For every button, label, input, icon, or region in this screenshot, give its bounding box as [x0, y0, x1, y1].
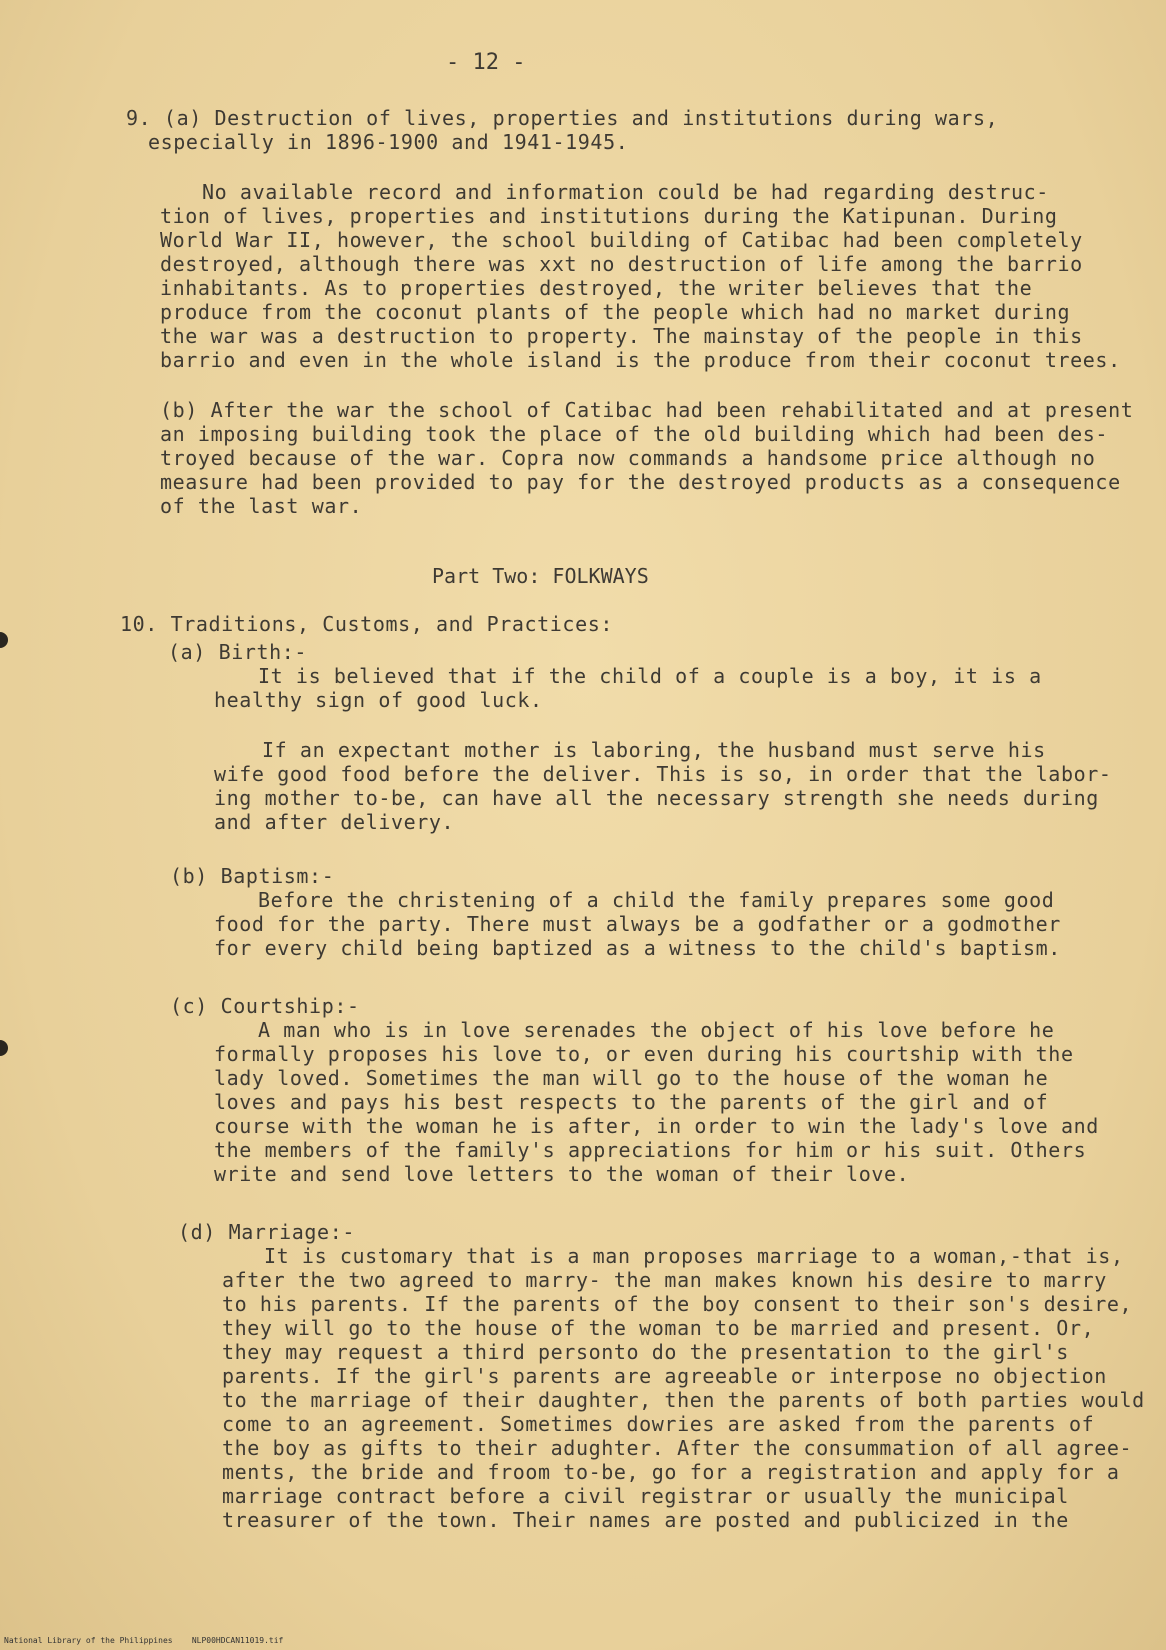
paragraph-line: they will go to the house of the woman to be married and present. Or,: [222, 1316, 1095, 1340]
subheading-baptism: (b) Baptism:-: [170, 864, 335, 888]
subheading-marriage: (d) Marriage:-: [178, 1220, 355, 1244]
paragraph-line: of the last war.: [160, 494, 363, 518]
paragraph-line: It is customary that is a man proposes marriage to a woman,-that is,: [264, 1244, 1124, 1268]
paragraph-line: marriage contract before a civil registrar or usually the municipal: [222, 1484, 1069, 1508]
paragraph-line: measure had been provided to pay for the destroyed products as a consequence: [160, 470, 1121, 494]
item-9a-title: 9. (a) Destruction of lives, properties and institutions during wars,: [126, 106, 999, 130]
punch-hole-mark: [0, 1040, 8, 1056]
paragraph-line: parents. If the girl's parents are agreeable or interpose no objection: [222, 1364, 1107, 1388]
paragraph-line: lady loved. Sometimes the man will go to the house of the woman he: [214, 1066, 1049, 1090]
paragraph-line: No available record and information could be had regarding destruc-: [202, 180, 1049, 204]
paragraph-line: wife good food before the deliver. This is so, in order that the labor-: [214, 762, 1112, 786]
item-10-title: 10. Traditions, Customs, and Practices:: [120, 612, 613, 636]
paragraph-line: produce from the coconut plants of the people which had no market during: [160, 300, 1071, 324]
page-number: - 12 -: [446, 50, 526, 75]
paragraph-line: Before the christening of a child the family prepares some good: [258, 888, 1055, 912]
paragraph-line: formally proposes his love to, or even during his courtship with the: [214, 1042, 1074, 1066]
paragraph-line: loves and pays his best respects to the parents of the girl and of: [214, 1090, 1049, 1114]
paragraph-line: destroyed, although there was xxt no destruction of life among the barrio: [160, 252, 1083, 276]
paragraph-line: ing mother to-be, can have all the necessary strength she needs during: [214, 786, 1099, 810]
item-9b-line: (b) After the war the school of Catibac had been rehabilitated and at present: [160, 398, 1134, 422]
paragraph-line: If an expectant mother is laboring, the husband must serve his: [262, 738, 1046, 762]
subheading-birth: (a) Birth:-: [168, 640, 308, 664]
paragraph-line: and after delivery.: [214, 810, 455, 834]
punch-hole-mark: [0, 632, 8, 648]
paragraph-line: to his parents. If the parents of the boy consent to their son's desire,: [222, 1292, 1133, 1316]
paragraph-line: inhabitants. As to properties destroyed, the writer believes that the: [160, 276, 1033, 300]
paragraph-line: course with the woman he is after, in order to win the lady's love and: [214, 1114, 1099, 1138]
paragraph-line: for every child being baptized as a witness to the child's baptism.: [214, 936, 1061, 960]
subheading-courtship: (c) Courtship:-: [170, 994, 360, 1018]
paragraph-line: the boy as gifts to their adughter. After the consummation of all agree-: [222, 1436, 1133, 1460]
paragraph-line: troyed because of the war. Copra now commands a handsome price although no: [160, 446, 1096, 470]
paragraph-line: food for the party. There must always be a godfather or a godmother: [214, 912, 1061, 936]
paragraph-line: tion of lives, properties and institutions during the Katipunan. During: [160, 204, 1058, 228]
paragraph-line: after the two agreed to marry- the man makes known his desire to marry: [222, 1268, 1107, 1292]
paragraph-line: healthy sign of good luck.: [214, 688, 543, 712]
paragraph-line: they may request a third personto do the presentation to the girl's: [222, 1340, 1069, 1364]
paragraph-line: the war was a destruction to property. The mainstay of the people in this: [160, 324, 1083, 348]
archive-footer: National Library of the Philippines NLP00HDCAN11019.tif: [4, 1636, 284, 1645]
paragraph-line: ments, the bride and froom to-be, go for a registration and apply for a: [222, 1460, 1120, 1484]
item-9a-title-cont: especially in 1896-1900 and 1941-1945.: [148, 130, 629, 154]
section-heading: Part Two: FOLKWAYS: [432, 564, 649, 588]
paragraph-line: A man who is in love serenades the object of his love before he: [258, 1018, 1055, 1042]
paragraph-line: barrio and even in the whole island is the produce from their coconut trees.: [160, 348, 1121, 372]
paragraph-line: World War II, however, the school building of Catibac had been completely: [160, 228, 1083, 252]
paragraph-line: It is believed that if the child of a couple is a boy, it is a: [258, 664, 1042, 688]
paragraph-line: an imposing building took the place of the old building which had been des-: [160, 422, 1109, 446]
paragraph-line: the members of the family's appreciations for him or his suit. Others: [214, 1138, 1087, 1162]
paragraph-line: come to an agreement. Sometimes dowries are asked from the parents of: [222, 1412, 1095, 1436]
paragraph-line: to the marriage of their daughter, then the parents of both parties would: [222, 1388, 1145, 1412]
paragraph-line: treasurer of the town. Their names are posted and publicized in the: [222, 1508, 1069, 1532]
paragraph-line: write and send love letters to the woman of their love.: [214, 1162, 910, 1186]
